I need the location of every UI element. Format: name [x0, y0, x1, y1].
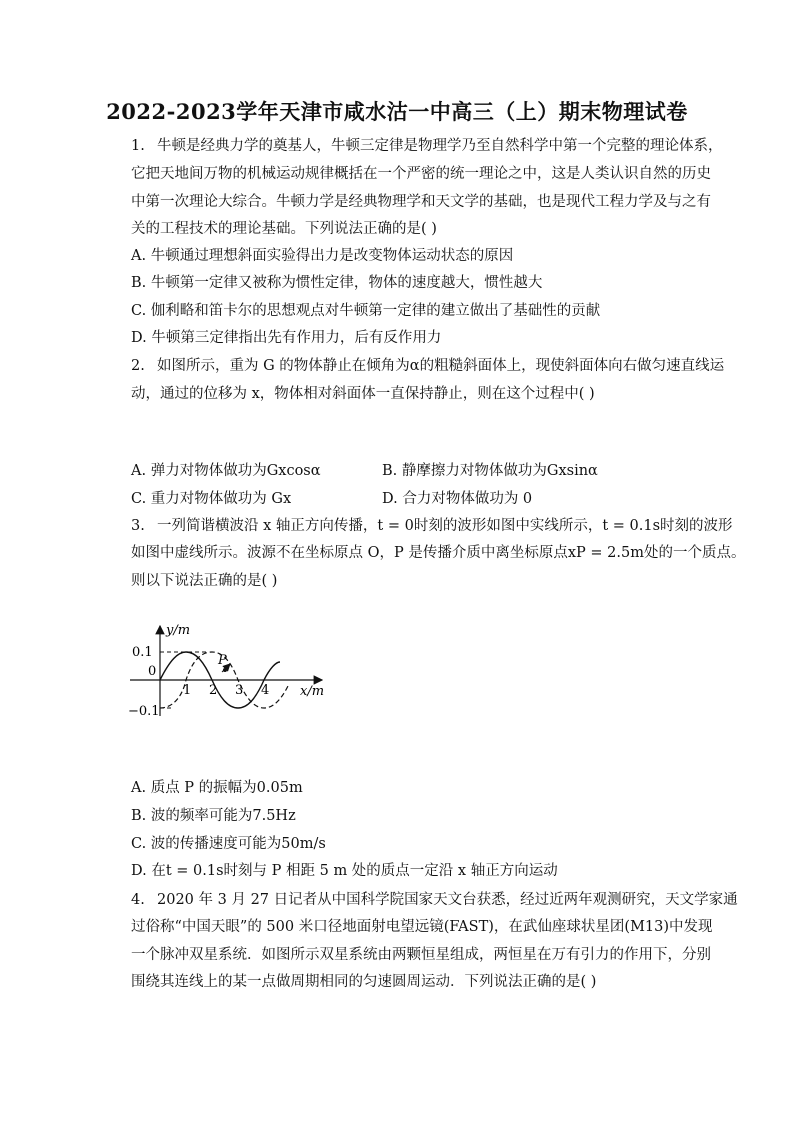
q2-option-c: C. 重力对物体做功为 Gx: [131, 491, 292, 507]
x-axis-label: x/m: [300, 684, 325, 699]
x-tick-4: 4: [261, 683, 270, 698]
q4-number: 4.: [131, 892, 145, 908]
x-tick-1: 1: [183, 683, 192, 698]
q3-line-2: 如图中虚线所示。波源不在坐标原点 O，P 是传播介质中离坐标原点xP = 2.5m处的一个质点。: [131, 545, 746, 561]
q3-number: 3.: [131, 518, 145, 534]
origin-label: 0: [148, 664, 157, 679]
q1-option-a: A. 牛顿通过理想斜面实验得出力是改变物体运动状态的原因: [131, 248, 514, 264]
x-tick-2: 2: [209, 683, 218, 698]
q2-option-a: A. 弹力对物体做功为Gxcosα: [131, 463, 321, 479]
point-p-label: P: [218, 653, 227, 668]
q1-line-1: 1. 牛顿是经典力学的奠基人，牛顿三定律是物理学乃至自然科学中第一个完整的理论体系，: [131, 138, 723, 154]
q4-line-4: 围绕其连线上的某一点做周期相同的匀速圆周运动．下列说法正确的是( ): [131, 974, 597, 990]
q3-line-3: 则以下说法正确的是( ): [131, 573, 278, 589]
q3-option-d: D. 在t = 0.1s时刻与 P 相距 5 m 处的质点一定沿 x 轴正方向运动: [131, 863, 558, 879]
q1-line-3: 中第一次理论大综合。牛顿力学是经典物理学和天文学的基础，也是现代工程力学及与之有: [131, 194, 711, 210]
q1-number: 1.: [131, 138, 145, 154]
page-title: 2022-2023学年天津市咸水沽一中高三（上）期末物理试卷: [106, 99, 688, 124]
x-tick-3: 3: [235, 683, 244, 698]
q2-line-2: 动，通过的位移为 x，物体相对斜面体一直保持静止，则在这个过程中( ): [131, 386, 595, 402]
q1-option-d: D. 牛顿第三定律指出先有作用力，后有反作用力: [131, 330, 442, 346]
q3-option-a: A. 质点 P 的振幅为0.05m: [131, 780, 303, 796]
q1-line-4: 关的工程技术的理论基础。下列说法正确的是( ): [131, 221, 437, 237]
q3-line-1: 3. 一列简谐横波沿 x 轴正方向传播，t = 0时刻的波形如图中实线所示，t = 0.1s时刻的波形: [131, 518, 733, 534]
q3-option-b: B. 波的频率可能为7.5Hz: [131, 808, 296, 824]
y-tick-top: 0.1: [132, 645, 153, 660]
q2-option-b: B. 静摩擦力对物体做功为Gxsinα: [382, 463, 598, 479]
q1-option-b: B. 牛顿第一定律又被称为惯性定律，物体的速度越大，惯性越大: [131, 275, 543, 291]
q1-line-2: 它把天地间万物的机械运动规律概括在一个严密的统一理论之中，这是人类认识自然的历史: [131, 166, 711, 182]
q4-line-1: 4. 2020 年 3 月 27 日记者从中国科学院国家天文台获悉，经过近两年观测研究，天文学家通: [131, 892, 738, 908]
y-axis-label: y/m: [166, 623, 191, 638]
q4-line-2: 过俗称“中国天眼”的 500 米口径地面射电望远镜(FAST)，在武仙座球状星团(M13)中发现: [131, 919, 713, 935]
q3-option-c: C. 波的传播速度可能为50m/s: [131, 836, 326, 852]
y-tick-bottom: −0.1: [128, 704, 160, 719]
wave-figure: [126, 620, 336, 720]
q4-line-3: 一个脉冲双星系统．如图所示双星系统由两颗恒星组成，两恒星在万有引力的作用下，分别: [131, 947, 711, 963]
q2-option-d: D. 合力对物体做功为 0: [382, 491, 533, 507]
q2-number: 2.: [131, 358, 145, 374]
q1-option-c: C. 伽利略和笛卡尔的思想观点对牛顿第一定律的建立做出了基础性的贡献: [131, 303, 601, 319]
q2-line-1: 2. 如图所示，重为 G 的物体静止在倾角为α的粗糙斜面体上，现使斜面体向右做匀速直线运: [131, 358, 725, 374]
